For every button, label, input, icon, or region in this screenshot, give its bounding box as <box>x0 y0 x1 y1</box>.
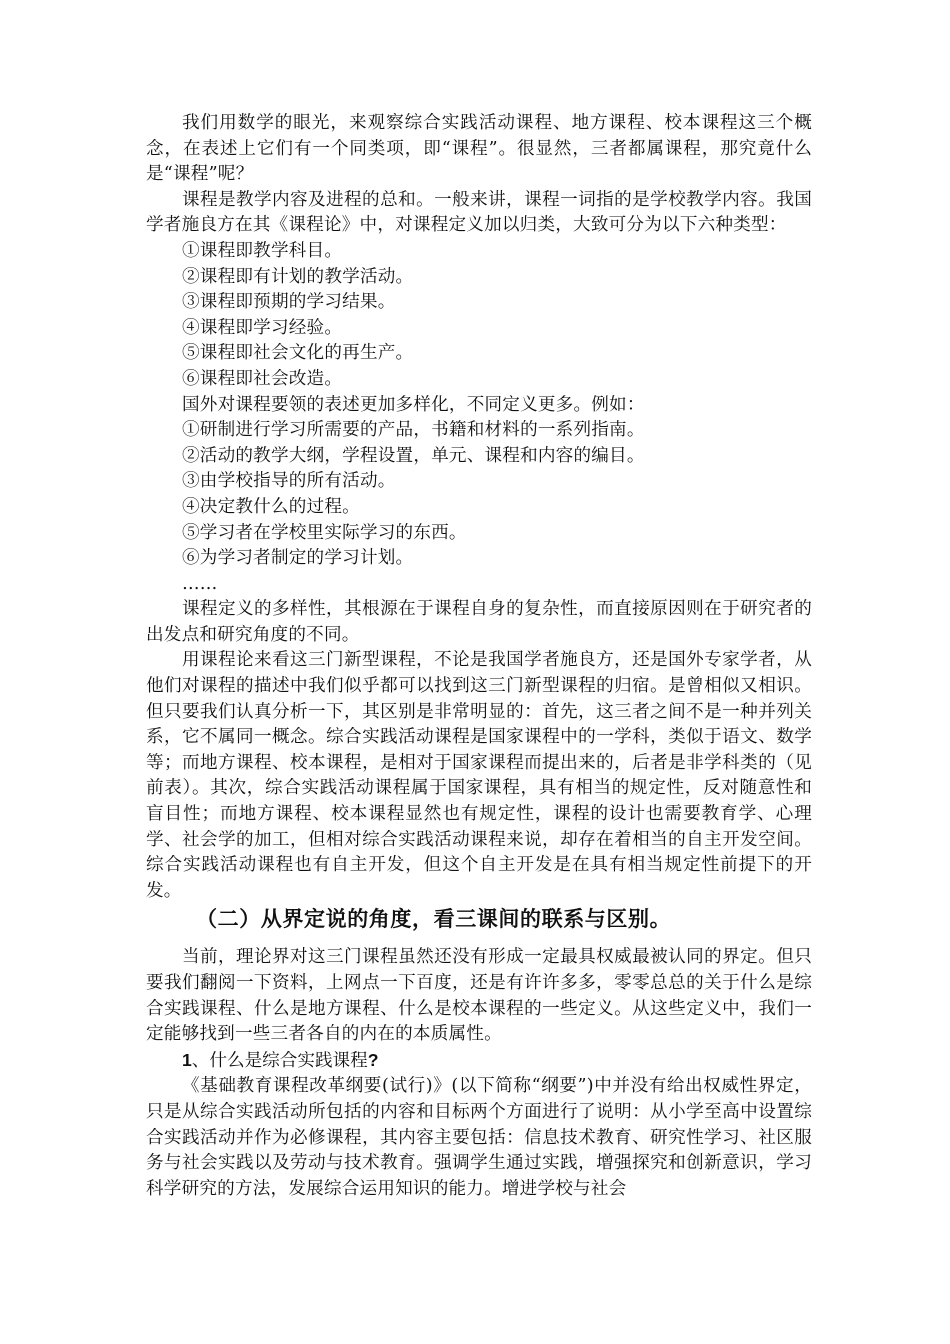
list-item: ③由学校指导的所有活动。 <box>182 471 396 492</box>
paragraph-foreign-intro: 国外对课程要领的表述更加多样化，不同定义更多。例如： <box>182 394 645 415</box>
foreign-definition-list <box>146 418 812 572</box>
list-item: ①课程即教学科目。 <box>182 240 343 261</box>
ellipsis: …… <box>182 573 218 594</box>
list-item: ④课程即学习经验。 <box>182 317 343 338</box>
list-item: ⑥课程即社会改造。 <box>182 368 343 389</box>
subsection-question-mark: ? <box>367 1049 379 1070</box>
paragraph-intro: 我们用数学的眼光，来观察综合实践活动课程、地方课程、校本课程这三个概念，在表述上它们有一个同类项，即“课程”。很显然，三者都属课程，那究竟什么是“课程”呢？ <box>146 113 812 185</box>
subsection-heading <box>146 1048 812 1075</box>
list-item: ⑥为学习者制定的学习计划。 <box>182 548 414 569</box>
paragraph-analysis: 用课程论来看这三门新型课程，不论是我国学者施良方，还是国外专家学者，从他们对课程的描述中我们似乎都可以找到这三门新型课程的归宿。是曾相似又相识。但只要我们认真分析一下，其区别是非常明显的：首先，这三者之间不是一种并列关系，它不属同一概念。综合实践活动课程是国家课程中的一学科，类似于语文、数学等；而地方课程、校本课程，是相对于国家课程而提出来的，后者是非学科类的（见前表）。其次，综合实践活动课程属于国家课程，具有相当的规定性，反对随意性和盲目性；而地方课程、校本课程显然也有规定性，课程的设计也需要教育学、心理学、社会学的加工，但相对综合实践活动课程来说，却存在着相当的自主开发空间。综合实践活动课程也有自主开发，但这个自主开发是在具有相当规定性前提下的开发。 <box>146 650 812 901</box>
paragraph-definition: 课程是教学内容及进程的总和。一般来讲，课程一词指的是学校教学内容。我国学者施良方在其《课程论》中，对课程定义加以归类，大致可分为以下六种类型： <box>146 189 812 236</box>
paragraph-diversity: 课程定义的多样性，其根源在于课程自身的复杂性，而直接原因则在于研究者的出发点和研究角度的不同。 <box>146 599 812 645</box>
document-page <box>146 111 812 1202</box>
subsection-number: 1 <box>182 1049 192 1070</box>
list-item: ③课程即预期的学习结果。 <box>182 292 396 313</box>
section-heading: （二）从界定说的角度，看三课间的联系与区别。 <box>196 906 672 932</box>
list-item: ⑤课程即社会文化的再生产。 <box>182 343 414 364</box>
list-item: ⑤学习者在学校里实际学习的东西。 <box>182 522 467 543</box>
list-item: ②课程即有计划的教学活动。 <box>182 266 414 287</box>
subsection-title: 、什么是综合实践课程 <box>191 1050 368 1071</box>
paragraph-current-theory: 当前，理论界对这三门课程虽然还没有形成一定最具权威最被认同的界定。但只要我们翻阅一下资料，上网点一下百度，还是有许许多多，零零总总的关于什么是综合实践课程、什么是地方课程、什么是校本课程的一些定义。从这些定义中，我们一定能够找到一些三者各自的内在的本质属性。 <box>146 947 812 1045</box>
list-item: ④决定教什么的过程。 <box>182 496 360 517</box>
paragraph-guideline: 《基础教育课程改革纲要(试行)》(以下简称“纲要”)中并没有给出权威性界定，只是从综合实践活动所包括的内容和目标两个方面进行了说明：从小学至高中设置综合实践活动并作为必修课程，其内容主要包括：信息技术教育、研究性学习、社区服务与社会实践以及劳动与技术教育。强调学生通过实践，增强探究和创新意识，学习科学研究的方法，发展综合运用知识的能力。增进学校与社会 <box>146 1076 812 1199</box>
domestic-definition-list <box>146 239 812 393</box>
list-item: ②活动的教学大纲，学程设置，单元、课程和内容的编目。 <box>182 445 645 466</box>
list-item: ①研制进行学习所需要的产品，书籍和材料的一系列指南。 <box>182 420 645 441</box>
